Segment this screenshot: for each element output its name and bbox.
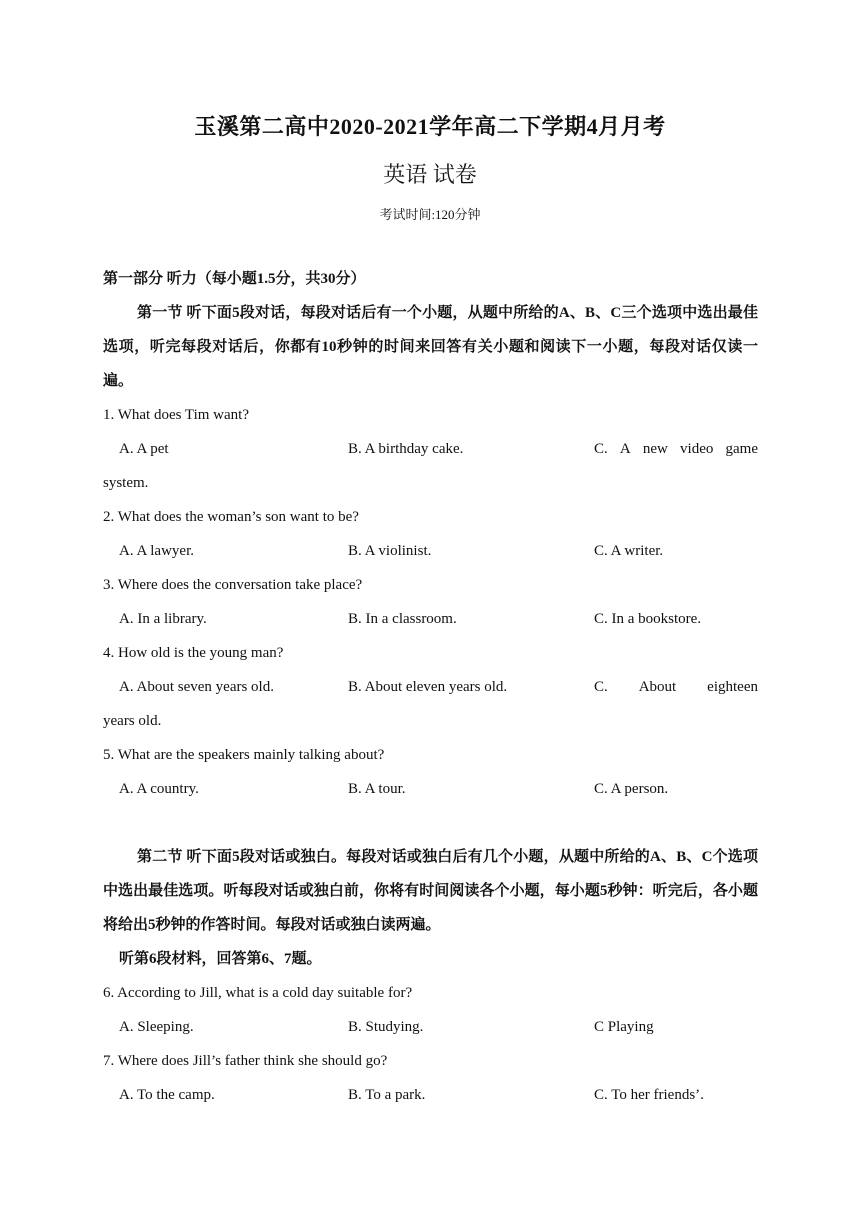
option-b: B. To a park. [348, 1087, 426, 1103]
option-a: A. A pet [119, 441, 169, 457]
question-1: 1. What does Tim want? [103, 407, 249, 423]
part1-heading: 第一部分 听力（每小题1.5分，共30分） [103, 271, 366, 287]
material-6-heading: 听第6段材料，回答第6、7题。 [119, 951, 322, 967]
option-c-word: A [619, 441, 631, 457]
option-b: B. A tour. [348, 781, 406, 797]
exam-subtitle: 英语 试卷 [383, 162, 477, 187]
options-1 [103, 432, 758, 466]
option-c-word: game [725, 441, 758, 457]
option-a: A. In a library. [119, 611, 207, 627]
option-c-word: new [642, 441, 668, 457]
option-c [594, 670, 758, 704]
option-b: B. A violinist. [348, 543, 432, 559]
question-2: 2. What does the woman’s son want to be? [103, 509, 359, 525]
option-b: B. Studying. [348, 1019, 424, 1035]
option-c: C. To her friends’. [594, 1087, 704, 1103]
option-c-word: C. [594, 441, 608, 457]
option-b: B. About eleven years old. [348, 679, 508, 695]
option-c [594, 432, 758, 466]
option-a: A. To the camp. [119, 1087, 215, 1103]
option-c: C Playing [594, 1019, 654, 1035]
option-c: C. A person. [594, 781, 669, 797]
option-c-word: video [680, 441, 714, 457]
question-3: 3. Where does the conversation take place? [103, 577, 363, 593]
option-a: A. A lawyer. [119, 543, 194, 559]
option-c-continuation: system. [103, 475, 149, 491]
exam-time: 考试时间:120分钟 [379, 207, 481, 222]
option-a: A. About seven years old. [119, 679, 274, 695]
options-2 [103, 534, 758, 568]
option-c-continuation: years old. [103, 713, 162, 729]
option-b: B. A birthday cake. [348, 441, 464, 457]
section2-instructions: 第二节 听下面5段对话或独白。每段对话或独白后有几个小题，从题中所给的A、B、C个选项中选出最佳选项。听每段对话或独白前，你将有时间阅读各个小题，每小题5秒钟：听完后，各小题将给出5秒钟的作答时间。每段对话或独白读两遍。 [103, 849, 758, 933]
option-a: A. A country. [119, 781, 199, 797]
options-7 [103, 1078, 758, 1112]
option-c-word: eighteen [707, 679, 758, 695]
option-b: B. In a classroom. [348, 611, 457, 627]
question-7: 7. Where does Jill’s father think she should go? [103, 1053, 388, 1069]
option-c-word: About [638, 679, 677, 695]
options-6 [103, 1010, 758, 1044]
option-c: C. In a bookstore. [594, 611, 702, 627]
question-4: 4. How old is the young man? [103, 645, 284, 661]
exam-title: 玉溪第二高中2020-2021学年高二下学期4月月考 [194, 114, 666, 139]
question-6: 6. According to Jill, what is a cold day suitable for? [103, 985, 413, 1001]
section1-instructions: 第一节 听下面5段对话，每段对话后有一个小题，从题中所给的A、B、C三个选项中选出最佳选项，听完每段对话后，你都有10秒钟的时间来回答有关小题和阅读下一小题，每段对话仅读一遍。 [103, 305, 758, 389]
option-c: C. A writer. [594, 543, 664, 559]
options-5 [103, 772, 758, 806]
question-5: 5. What are the speakers mainly talking about? [103, 747, 385, 763]
option-c-word: C. [594, 679, 608, 695]
options-3 [103, 602, 758, 636]
exam-content [103, 262, 758, 1112]
options-4 [103, 670, 758, 704]
option-a: A. Sleeping. [119, 1019, 194, 1035]
